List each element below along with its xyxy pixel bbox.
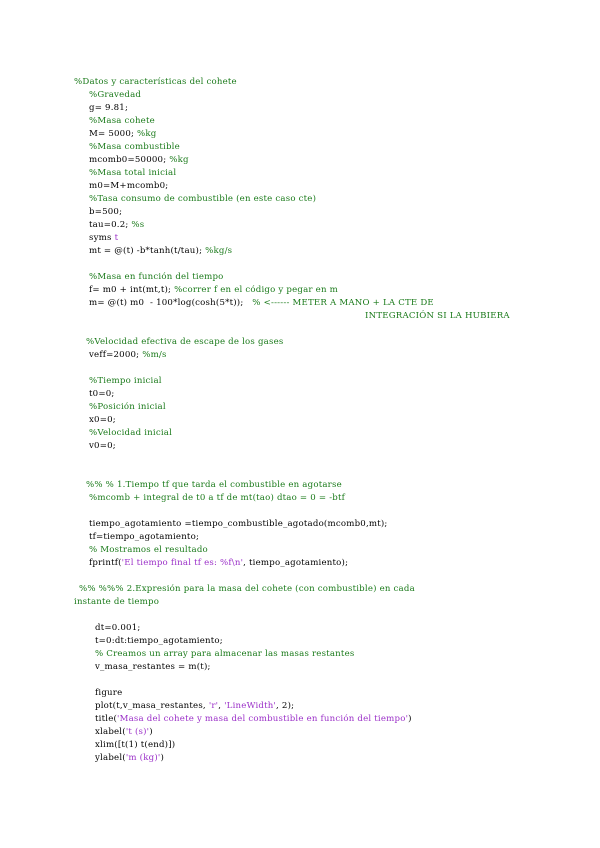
code-line bbox=[89, 349, 167, 361]
code-string: 'm (kg)' bbox=[125, 753, 161, 763]
code-string: t bbox=[114, 233, 119, 243]
code-comment: instante de tiempo bbox=[74, 597, 160, 607]
code-comment: %Tiempo inicial bbox=[89, 376, 162, 386]
code-string: 't (s)' bbox=[125, 727, 150, 737]
code-line bbox=[89, 297, 434, 309]
code-text: tf=tiempo_agotamiento; bbox=[89, 532, 200, 542]
code-comment: %Tasa consumo de combustible (en este caso cte) bbox=[89, 194, 317, 204]
code-line bbox=[89, 154, 189, 166]
code-comment: %s bbox=[131, 220, 145, 230]
code-comment: %kg/s bbox=[205, 246, 233, 256]
code-string: 'Masa del cohete y masa del combustible en función del tiempo' bbox=[117, 714, 409, 724]
code-text: mcomb0=50000; bbox=[89, 155, 170, 165]
code-comment: % Mostramos el resultado bbox=[89, 545, 208, 555]
code-text: v0=0; bbox=[89, 441, 116, 451]
code-line bbox=[89, 102, 128, 114]
code-comment: %kg bbox=[169, 155, 189, 165]
code-line bbox=[89, 219, 144, 231]
code-line bbox=[74, 76, 237, 88]
code-line bbox=[95, 622, 140, 634]
code-string: 'El tiempo final tf es: %f\n' bbox=[121, 558, 244, 568]
code-line bbox=[89, 232, 118, 244]
code-string: 'r' bbox=[208, 701, 219, 711]
code-line bbox=[89, 427, 172, 439]
code-line bbox=[89, 518, 388, 530]
code-text: dt=0.001; bbox=[95, 623, 141, 633]
code-line bbox=[89, 557, 348, 569]
code-text: b=500; bbox=[89, 207, 123, 217]
code-text: , 2); bbox=[276, 701, 295, 711]
code-line bbox=[89, 141, 180, 153]
code-text: xlabel( bbox=[95, 727, 126, 737]
code-comment: %Masa total inicial bbox=[89, 168, 177, 178]
code-line bbox=[89, 544, 208, 556]
code-line bbox=[89, 492, 345, 504]
code-comment: % Creamos un array para almacenar las masas restantes bbox=[95, 649, 355, 659]
code-comment: %Velocidad inicial bbox=[89, 428, 173, 438]
code-comment: %Posición inicial bbox=[89, 402, 166, 412]
code-line bbox=[89, 193, 316, 205]
code-line bbox=[86, 336, 283, 348]
code-comment: %mcomb + integral de t0 a tf de mt(tao) dtao = 0 = -btf bbox=[89, 493, 346, 503]
code-line bbox=[89, 531, 199, 543]
code-line bbox=[89, 245, 232, 257]
code-line bbox=[89, 375, 162, 387]
code-line bbox=[74, 596, 159, 608]
code-comment: %Velocidad efectiva de escape de los gases bbox=[86, 337, 284, 347]
code-line bbox=[89, 401, 166, 413]
code-text: syms bbox=[89, 233, 115, 243]
code-comment: %% %%% 2.Expresión para la masa del cohete (con combustible) en cada bbox=[79, 584, 415, 594]
code-line bbox=[89, 271, 224, 283]
code-line bbox=[86, 479, 342, 491]
code-text: ) bbox=[160, 753, 165, 763]
code-text: ) bbox=[408, 714, 412, 724]
code-comment: %Masa en función del tiempo bbox=[89, 272, 224, 282]
code-text: tau=0.2; bbox=[89, 220, 132, 230]
code-text: m= @(t) m0 - 100*log(cosh(5*t)); bbox=[89, 298, 253, 308]
code-text: figure bbox=[95, 688, 123, 698]
code-line bbox=[89, 284, 338, 296]
code-line bbox=[89, 440, 116, 452]
code-text: t0=0; bbox=[89, 389, 115, 399]
code-text: x0=0; bbox=[89, 415, 116, 425]
code-text: g= 9.81; bbox=[89, 103, 129, 113]
code-line bbox=[95, 635, 223, 647]
code-line bbox=[79, 583, 415, 595]
code-text: ) bbox=[149, 727, 153, 737]
code-text: veff=2000; bbox=[89, 350, 143, 360]
code-line bbox=[95, 661, 211, 673]
code-line bbox=[95, 739, 175, 751]
code-line bbox=[89, 388, 115, 400]
code-comment: %correr f en el código y pegar en m bbox=[174, 285, 338, 295]
code-line bbox=[89, 128, 157, 140]
code-line bbox=[95, 648, 354, 660]
code-line bbox=[89, 89, 141, 101]
code-text: fprintf( bbox=[89, 558, 122, 568]
code-comment: % <------ METER A MANO + LA CTE DE bbox=[252, 298, 434, 308]
code-line bbox=[89, 180, 168, 192]
code-comment: %Gravedad bbox=[89, 90, 142, 100]
code-text: ylabel( bbox=[95, 753, 126, 763]
code-comment: %m/s bbox=[142, 350, 167, 360]
code-line bbox=[95, 752, 164, 764]
code-comment: %Datos y características del cohete bbox=[74, 77, 237, 87]
code-string: 'LineWidth' bbox=[224, 701, 277, 711]
code-text: title( bbox=[95, 714, 118, 724]
code-text: t=0:dt:tiempo_agotamiento; bbox=[95, 636, 223, 646]
code-text: v_masa_restantes = m(t); bbox=[95, 662, 211, 672]
code-comment: %kg bbox=[137, 129, 157, 139]
code-line bbox=[95, 726, 153, 738]
code-text: f= m0 + int(mt,t); bbox=[89, 285, 175, 295]
code-comment: %Masa cohete bbox=[89, 116, 155, 126]
code-line bbox=[95, 700, 294, 712]
code-text: M= 5000; bbox=[89, 129, 138, 139]
code-line bbox=[89, 414, 116, 426]
code-text: xlim([t(1) t(end)]) bbox=[95, 740, 176, 750]
code-line bbox=[89, 206, 122, 218]
code-line bbox=[89, 115, 155, 127]
code-text: , tiempo_agotamiento); bbox=[243, 558, 349, 568]
code-comment: %% % 1.Tiempo tf que tarda el combustible en agotarse bbox=[86, 480, 342, 490]
code-text: tiempo_agotamiento =tiempo_combustible_agotado(mcomb0,mt); bbox=[89, 519, 388, 529]
code-text: , bbox=[218, 701, 225, 711]
code-text: plot(t,v_masa_restantes, bbox=[95, 701, 209, 711]
code-text: m0=M+mcomb0; bbox=[89, 181, 169, 191]
code-line bbox=[89, 167, 176, 179]
code-line bbox=[95, 687, 122, 699]
code-comment: INTEGRACIÓN SI LA HUBIERA bbox=[365, 311, 510, 321]
code-line bbox=[365, 310, 510, 322]
code-line bbox=[95, 713, 412, 725]
code-text: mt = @(t) -b*tanh(t/tau); bbox=[89, 246, 206, 256]
code-comment: %Masa combustible bbox=[89, 142, 180, 152]
